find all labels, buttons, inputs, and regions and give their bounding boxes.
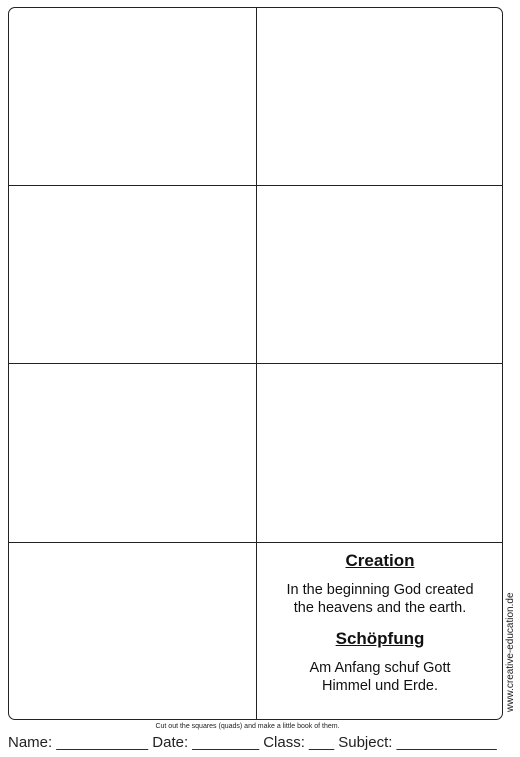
blank-square-5 [8, 364, 257, 543]
card-title-english: Creation [345, 551, 415, 570]
verse-german-line-2: Himmel und Erde. [321, 678, 439, 694]
blank-square-7 [8, 543, 257, 720]
card-verse-english [257, 581, 503, 617]
card-verse-german [257, 659, 503, 695]
verse-english-line-1: In the beginning God created [286, 582, 474, 598]
blank-square-4 [257, 186, 503, 364]
blank-square-6 [257, 364, 503, 543]
card-title-german: Schöpfung [335, 629, 425, 648]
student-info-line: Name: ___________ Date: ________ Class: ___ Subject: ____________ [8, 734, 497, 751]
verse-english-line-2: the heavens and the earth. [293, 600, 467, 616]
cut-out-instruction: Cut out the squares (quads) and make a little book of them. [155, 723, 340, 730]
verse-german-line-1: Am Anfang schuf Gott [309, 660, 451, 676]
blank-square-1 [8, 7, 257, 186]
blank-square-2 [257, 7, 503, 186]
cutout-grid [8, 7, 503, 720]
creation-card [257, 543, 503, 720]
blank-square-3 [8, 186, 257, 364]
website-credit: www.creative-education.de [505, 592, 516, 712]
